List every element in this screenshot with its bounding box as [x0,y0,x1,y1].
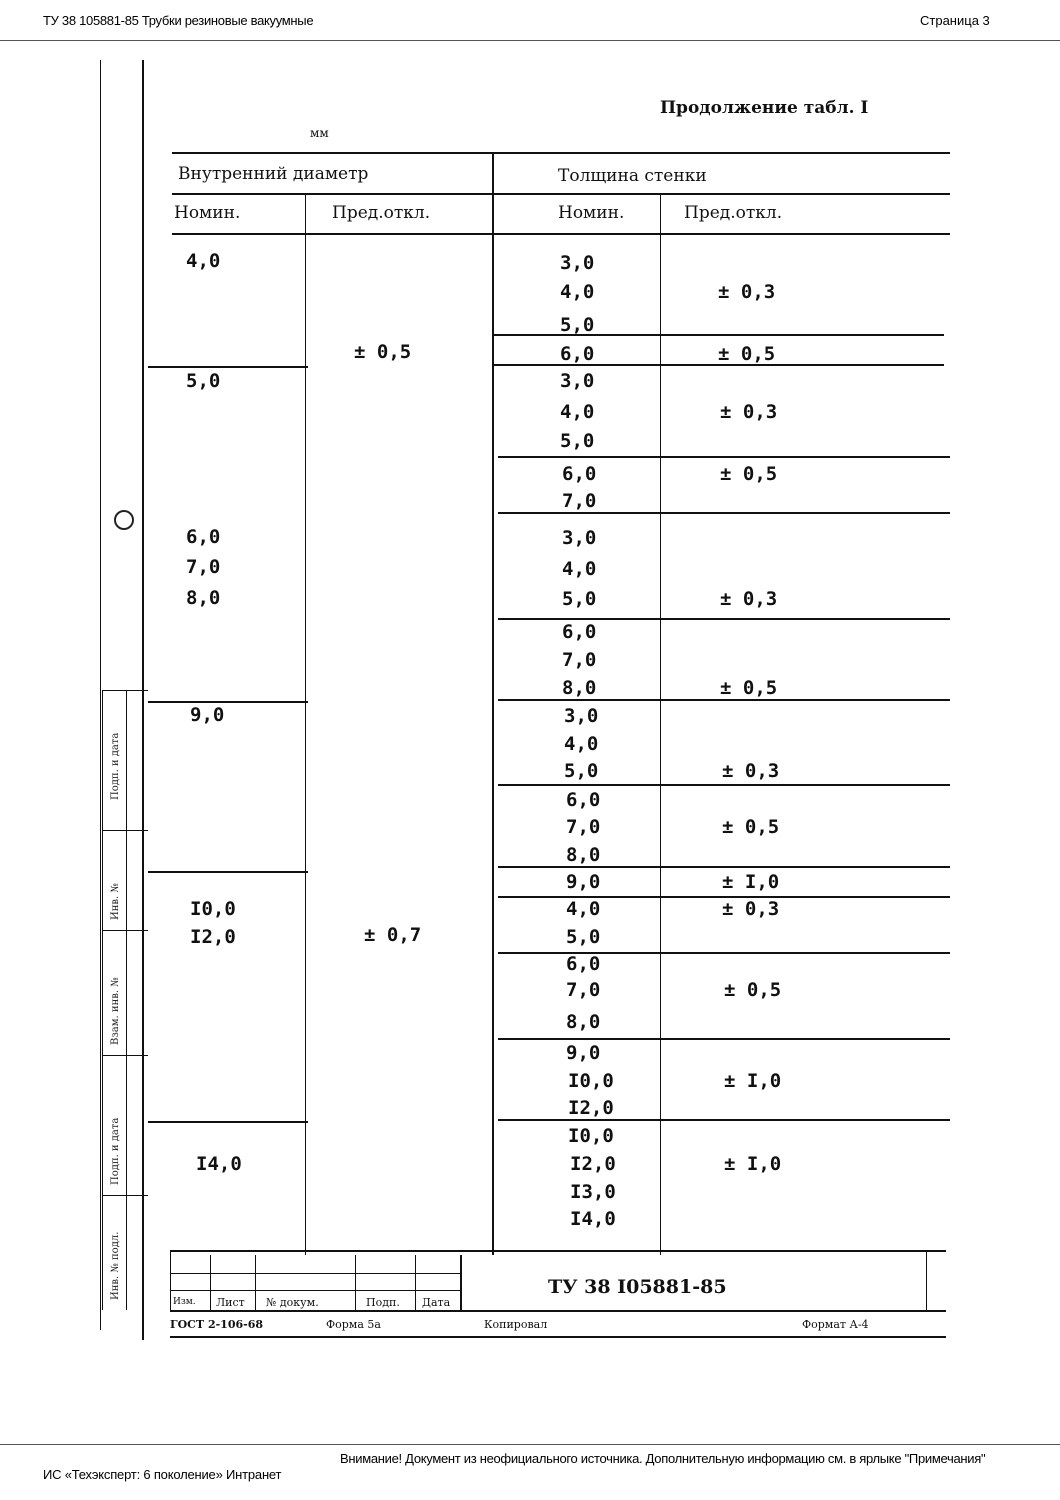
title-block-rule [210,1255,211,1312]
wall-tol-cell: ± I,0 [724,1070,782,1092]
wall-nom-cell: 5,0 [560,314,595,336]
inner-group-rule [148,871,308,873]
wall-nom-cell: 6,0 [560,343,595,365]
binding-edge [100,60,101,1330]
title-block-row [170,1273,462,1274]
page-bottom-rule [170,1336,946,1338]
inner-group-rule [148,1121,308,1123]
wall-nom-cell: 7,0 [566,816,601,838]
side-label: Инв. № подл. [110,1231,121,1300]
wall-tol-cell: ± 0,5 [724,979,782,1001]
wall-nom-cell: I0,0 [568,1125,614,1147]
wall-tol-cell: ± 0,5 [722,816,780,838]
wall-nom-cell: 4,0 [560,401,595,423]
wall-tol-cell: ± 0,3 [720,588,778,610]
inner-group-rule [148,366,308,368]
wall-nom-cell: 4,0 [564,733,599,755]
unit-label: мм [310,126,329,140]
wall-nom-cell: 5,0 [560,430,595,452]
side-stamp-border [102,690,103,1310]
format-label: Формат А-4 [802,1318,869,1331]
wall-nom-cell: 7,0 [562,649,597,671]
wall-nom-cell: 9,0 [566,1042,601,1064]
side-label: Подп. и дата [110,1117,121,1185]
wall-nom-cell: 5,0 [566,926,601,948]
header-rule-bottom [172,233,950,235]
inner-nom-cell: 6,0 [186,526,221,548]
inner-tol-cell: ± 0,5 [354,341,412,363]
wall-group-rule [498,618,950,620]
footer-source: ИС «Техэксперт: 6 поколение» Интранет [43,1467,282,1482]
wall-nom-cell: 9,0 [566,871,601,893]
wall-nom-cell: I2,0 [570,1153,616,1175]
wall-nom-cell: 7,0 [562,490,597,512]
wall-tol-cell: ± 0,5 [720,463,778,485]
inner-nom-cell: 7,0 [186,556,221,578]
wall-nom-cell: 4,0 [566,898,601,920]
wall-nom-cell: 8,0 [562,677,597,699]
wall-group-rule [498,456,950,458]
gost-label: ГОСТ 2-106-68 [170,1318,264,1331]
wall-nom-cell: 3,0 [562,527,597,549]
wall-group-rule [498,1119,950,1121]
wall-group-rule [498,784,950,786]
wall-nom-cell: I3,0 [570,1181,616,1203]
title-block-rule [355,1255,356,1312]
wall-tol-cell: ± 0,5 [720,677,778,699]
col-rule-1 [305,193,306,1255]
side-label: Инв. № [110,883,121,920]
wall-thickness-header: Толщина стенки [558,166,707,186]
wall-tol-cell: ± 0,3 [722,898,780,920]
wall-nom-cell: I0,0 [568,1070,614,1092]
wall-nom-cell: 5,0 [562,588,597,610]
wall-tol-cell: ± 0,3 [722,760,780,782]
col-rule-2 [492,152,494,1255]
stamp-podp: Подп. [366,1296,400,1309]
title-block-rule [255,1255,256,1312]
title-block-top [170,1250,946,1252]
page-number: Страница 3 [920,13,990,28]
kopiroval-label: Копировал [484,1318,548,1331]
side-label: Подп. и дата [110,732,121,800]
wall-nom-cell: 3,0 [564,705,599,727]
stamp-dokum: № докум. [266,1296,319,1309]
inner-tol-cell: ± 0,7 [364,924,422,946]
wall-nom-cell: 5,0 [564,760,599,782]
stamp-list: Лист [216,1296,245,1309]
side-stamp-rule [102,690,148,691]
wall-nom-cell: I4,0 [570,1208,616,1230]
wall-group-rule [498,699,950,701]
side-label: Взам. инв. № [110,977,121,1045]
scanned-page [80,60,960,1350]
col-rule-3 [660,193,661,1255]
wall-tol-cell: ± I,0 [724,1153,782,1175]
title-block-rule [415,1255,416,1312]
inner-group-rule [148,701,308,703]
stamp-izm: Изм. [173,1297,196,1307]
side-stamp-rule [102,930,148,931]
header-rule-top [172,152,950,154]
footer-warning: Внимание! Документ из неофициального источника. Дополнительную информацию см. в ярлыке "Примечания" [340,1451,986,1466]
inner-nom-cell: I2,0 [190,926,236,948]
wall-nom-cell: 6,0 [566,953,601,975]
wall-nom-cell: 8,0 [566,844,601,866]
inner-tol-header: Пред.откл. [332,203,431,223]
header-rule-mid [172,193,950,195]
title-block-bottom [170,1310,946,1312]
wall-nom-cell: 8,0 [566,1011,601,1033]
side-stamp-rule [102,830,148,831]
wall-nom-cell: 7,0 [566,979,601,1001]
wall-nom-cell: 3,0 [560,252,595,274]
title-block-row [170,1290,462,1291]
wall-tol-cell: ± 0,5 [718,343,776,365]
wall-tol-cell: ± I,0 [722,871,780,893]
wall-nom-cell: I2,0 [568,1097,614,1119]
title-block-rule [926,1250,927,1312]
left-margin-line [142,60,144,1340]
wall-group-rule [498,866,950,868]
side-stamp-rule [102,1195,148,1196]
wall-nom-cell: 4,0 [562,558,597,580]
inner-nom-header: Номин. [174,203,241,223]
side-stamp-rule [102,1055,148,1056]
stamp-data: Дата [422,1296,451,1309]
continuation-label: Продолжение табл. I [660,98,869,118]
inner-nom-cell: 5,0 [186,370,221,392]
inner-diameter-header: Внутренний диаметр [178,164,369,184]
inner-nom-cell: 9,0 [190,704,225,726]
title-block-rule [460,1255,462,1312]
wall-tol-cell: ± 0,3 [718,281,776,303]
wall-nom-header: Номин. [558,203,625,223]
wall-tol-cell: ± 0,3 [720,401,778,423]
wall-group-rule [498,512,950,514]
header-divider [0,40,1060,41]
wall-group-rule [498,1038,950,1040]
forma-label: Форма 5а [326,1318,381,1331]
document-title: ТУ 38 105881-85 Трубки резиновые вакуумные [43,13,314,28]
inner-nom-cell: I0,0 [190,898,236,920]
wall-nom-cell: 6,0 [562,463,597,485]
binding-hole [114,510,134,530]
title-block-rule [170,1250,171,1312]
wall-nom-cell: 4,0 [560,281,595,303]
wall-nom-cell: 6,0 [566,789,601,811]
wall-nom-cell: 6,0 [562,621,597,643]
wall-tol-header: Пред.откл. [684,203,783,223]
side-stamp-border [126,690,127,1310]
doc-number: ТУ 38 I05881-85 [548,1276,727,1298]
footer-divider [0,1444,1060,1445]
wall-nom-cell: 3,0 [560,370,595,392]
inner-nom-cell: 4,0 [186,250,221,272]
inner-nom-cell: I4,0 [196,1153,242,1175]
inner-nom-cell: 8,0 [186,587,221,609]
